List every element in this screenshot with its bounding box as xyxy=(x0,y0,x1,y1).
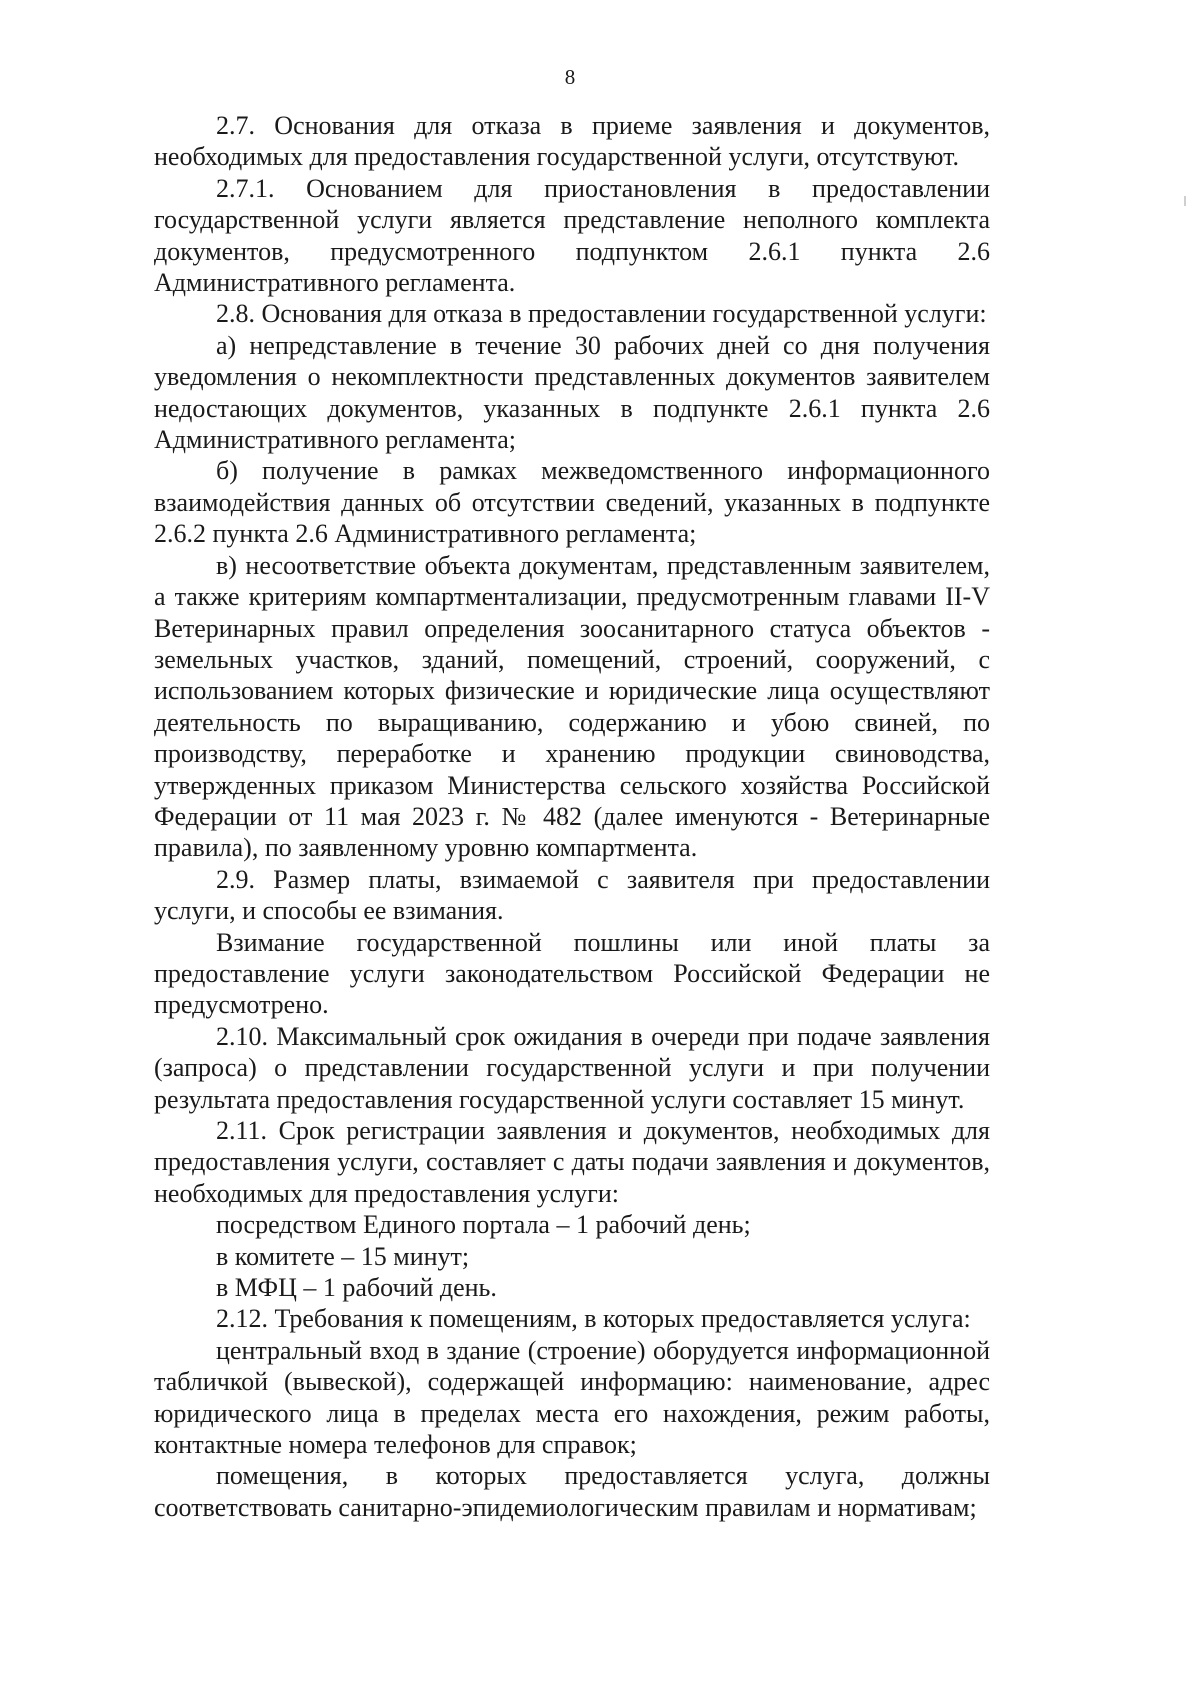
page-number: 8 xyxy=(564,65,576,89)
paragraph-2-8-a: а) непредставление в течение 30 рабочих дней со дня получения уведомления о некомплектности представленных документов заявителем недостающих документов, указанных в подпункте 2.6.1 пункта 2.6 Административного регламента; xyxy=(154,330,990,455)
list-item-mfc: в МФЦ – 1 рабочий день. xyxy=(216,1273,497,1303)
paragraph-2-8: 2.8. Основания для отказа в предоставлении государственной услуги: xyxy=(216,299,987,329)
paragraph-2-10: 2.10. Максимальный срок ожидания в очереди при подаче заявления (запроса) о представлении государственной услуги и при получении результата предоставления государственной услуги составляет 15 минут. xyxy=(154,1021,990,1114)
paragraph-2-9: 2.9. Размер платы, взимаемой с заявителя при предоставлении услуги, и способы ее взимания. xyxy=(154,864,990,926)
scan-artifact xyxy=(1184,196,1186,206)
paragraph-2-9-fee: Взимание государственной пошлины или иной платы за предоставление услуги законодательством Российской Федерации не предусмотрено. xyxy=(154,927,990,1020)
paragraph-2-12: 2.12. Требования к помещениям, в которых предоставляется услуга: xyxy=(216,1304,971,1334)
paragraph-2-7-1: 2.7.1. Основанием для приостановления в предоставлении государственной услуги является представление неполного комплекта документов, предусмотренного подпунктом 2.6.1 пункта 2.6 Административного регламента. xyxy=(154,173,990,298)
paragraph-2-12-entrance: центральный вход в здание (строение) оборудуется информационной табличкой (вывеской), содержащей информацию: наименование, адрес юридического лица в пределах места его нахождения, режим работы, контактные номера телефонов для справок; xyxy=(154,1335,990,1460)
paragraph-2-8-b: б) получение в рамках межведомственного информационного взаимодействия данных об отсутствии сведений, указанных в подпункте 2.6.2 пункта 2.6 Административного регламента; xyxy=(154,456,990,549)
paragraph-2-12-premises: помещения, в которых предоставляется услуга, должны соответствовать санитарно-эпидемиологическим правилам и нормативам; xyxy=(154,1461,990,1522)
list-item-committee: в комитете – 15 минут; xyxy=(216,1241,470,1271)
paragraph-2-7: 2.7. Основания для отказа в приеме заявления и документов, необходимых для предоставления государственной услуги, отсутствуют. xyxy=(154,111,990,172)
paragraph-2-11: 2.11. Срок регистрации заявления и документов, необходимых для предоставления услуги, составляет с даты подачи заявления и документов, необходимых для предоставления услуги: xyxy=(154,1116,990,1208)
paragraph-2-8-v: в) несоответствие объекта документам, представленным заявителем, а также критериям компартментализации, предусмотренным главами II-V Ветеринарных правил определения зоосанитарного статуса объектов - земельных участков, зданий, помещений, строений, сооружений, с использованием которых физические и юридические лица осуществляют деятельность по выращиванию, содержанию и убою свиней, по производству, переработке и хранению продукции свиноводства, утвержденных приказом Министерства сельского хозяйства Российской Федерации от 11 мая 2023 г. № 482 (далее именуются - Ветеринарные правила), по заявленному уровню компартмента. xyxy=(154,550,990,863)
list-item-portal: посредством Единого портала – 1 рабочий день; xyxy=(216,1210,751,1240)
document-body xyxy=(154,110,990,1523)
